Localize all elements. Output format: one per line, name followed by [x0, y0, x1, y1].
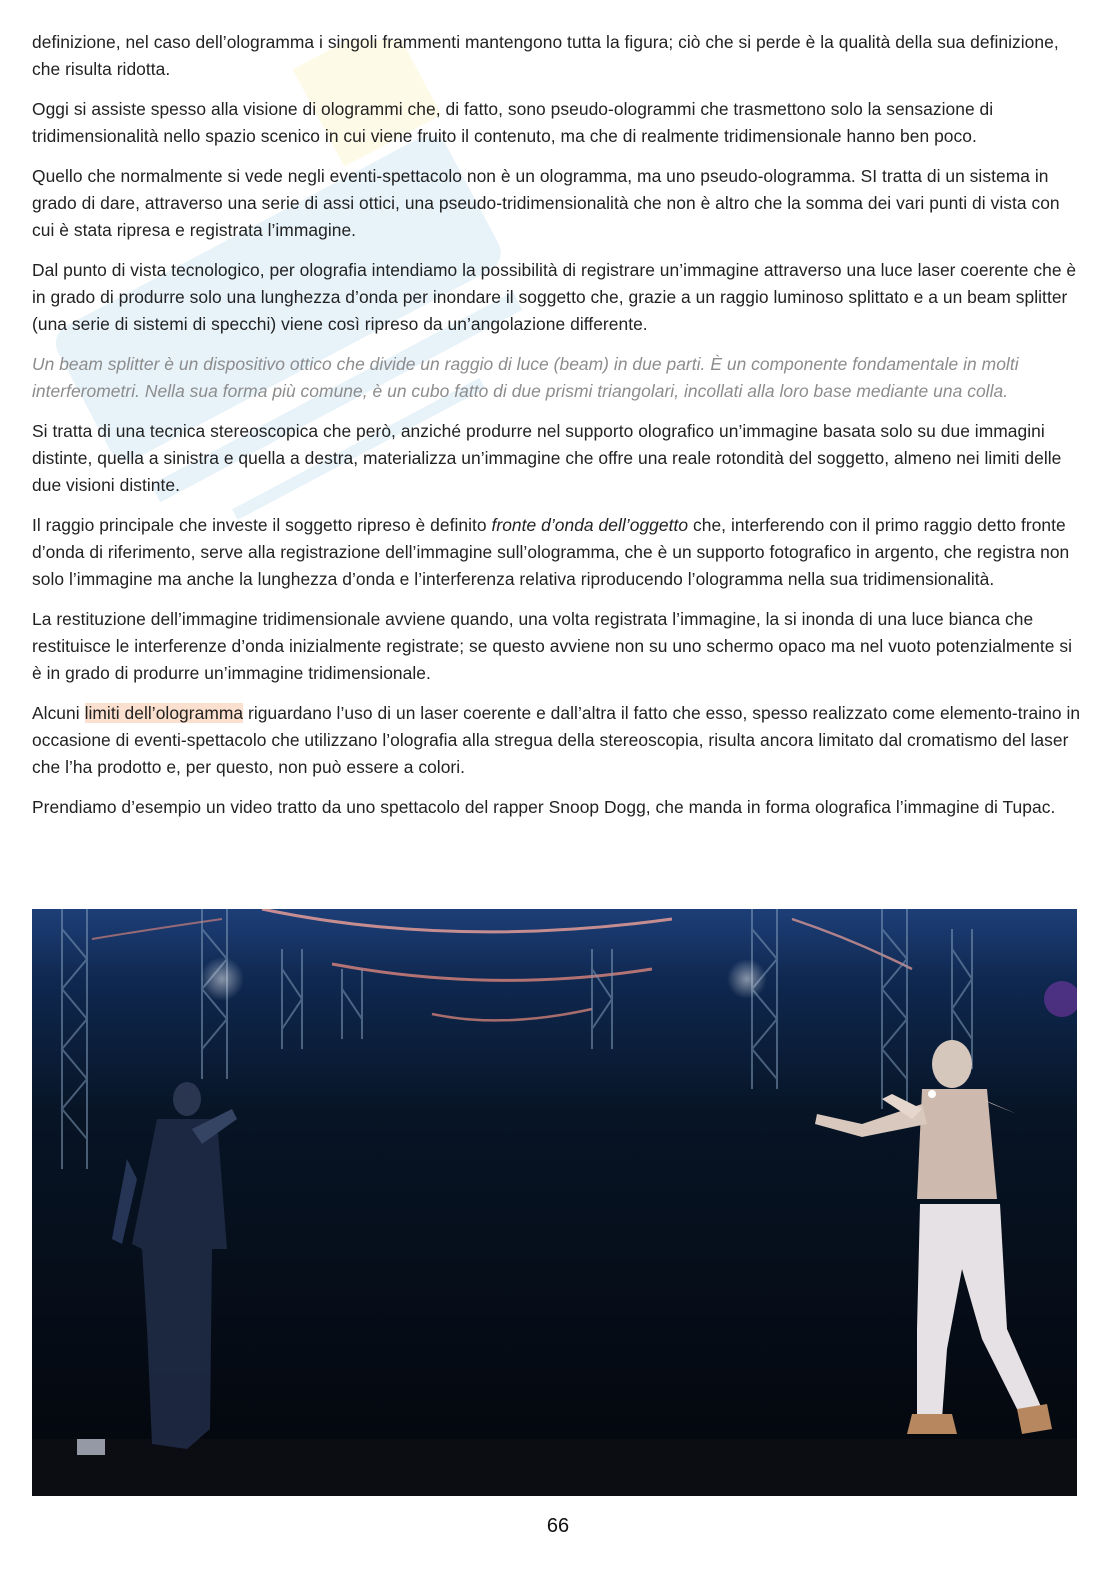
paragraph-6: Si tratta di una tecnica stereoscopica che però, anziché produrre nel supporto olografico un’immagine basata solo su due immagini distinte, quella a sinistra e quella a destra, materializza un’immagine che offre una reale rotondità del soggetto, almeno nei limiti delle due visioni distinte.: [32, 421, 1062, 495]
paragraph-8: La restituzione dell’immagine tridimensionale avviene quando, una volta registrata l’immagine, la si inonda di una luce bianca che restituisce le interferenze d’onda inizialmente registrate; se questo avviene non su uno schermo opaco ma nel vuoto potenzialmente si è in grado di produrre un’immagine tridimensionale.: [32, 609, 1073, 683]
paragraph-10: Prendiamo d’esempio un video tratto da uno spettacolo del rapper Snoop Dogg, che manda in forma olografica l’immagine di Tupac.: [32, 797, 1056, 817]
paragraph-4: Dal punto di vista tecnologico, per olografia intendiamo la possibilità di registrare un’immagine attraverso una luce laser coerente che è in grado di produrre solo una lunghezza d’onda per inondare il soggetto che, grazie a un raggio luminoso splittato e a un beam splitter (una serie di sistemi di specchi) viene così ripreso da un’angolazione differente.: [32, 260, 1077, 334]
paragraph-9: [32, 700, 1082, 781]
quote-paragraph: Un beam splitter è un dispositivo ottico che divide un raggio di luce (beam) in due parti. È un componente fondamentale in molti interferometri. Nella sua forma più comune, è un cubo fatto di due prismi triangolari, incollati alla loro base mediante una colla.: [32, 354, 1019, 401]
paragraph-9-text-a: Alcuni: [32, 703, 85, 723]
paragraph-2: Oggi si assiste spesso alla visione di ologrammi che, di fatto, sono pseudo-ologrammi che trasmettono solo la sensazione di tridimensionalità nello spazio scenico in cui viene fruito il contenuto, ma che di realmente tridimensionale hanno ben poco.: [32, 99, 994, 146]
highlighted-term: limiti dell’ologramma: [84, 703, 244, 723]
hologram-concert-photo: [32, 909, 1077, 1496]
paragraph-3: Quello che normalmente si vede negli eventi-spettacolo non è un ologramma, ma uno pseudo-ologramma. SI tratta di un sistema in grado di dare, attraverso una serie di assi ottici, una pseudo-tridimensionalità che non è altro che la somma dei vari punti di vista con cui è stata ripresa e registrata l’immagine.: [32, 166, 1060, 240]
paragraph-7-text-b: che, interferendo con il primo raggio detto fronte d’onda di riferimento, serve alla registrazione dell’immagine sull’ologramma, che è un supporto fotografico in argento, che registra non solo l’immagine ma anche la lunghezza d’onda e l’interferenza relativa riproducendo l’ologramma nella sua tridimensionalità.: [32, 515, 1070, 589]
page-number: 66: [546, 1515, 570, 1537]
body-text-column: [32, 29, 1082, 834]
italic-term: fronte d’onda dell’oggetto: [491, 515, 689, 535]
paragraph-9-text-b: riguardano l’uso di un laser coerente e dall’altra il fatto che esso, spesso realizzato come elemento-traino in occasione di eventi-spettacolo che utilizzano l’olografia alla stregua della stereoscopia, risulta ancora limitato dal cromatismo del laser che l’ha prodotto e, per questo, non può essere a colori.: [32, 703, 1081, 777]
paragraph-7: [32, 512, 1082, 593]
paragraph-7-text-a: Il raggio principale che investe il soggetto ripreso è definito: [32, 515, 492, 535]
paragraph-1: definizione, nel caso dell’ologramma i singoli frammenti mantengono tutta la figura; ciò che si perde è la qualità della sua definizione, che risulta ridotta.: [32, 32, 1059, 79]
